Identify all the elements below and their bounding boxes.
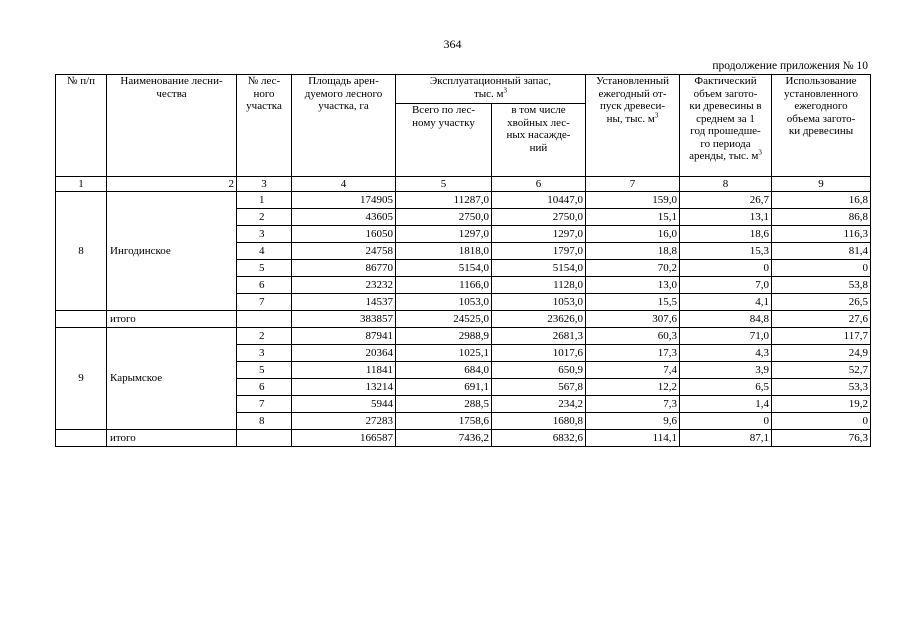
usage-value: 0 — [772, 260, 871, 277]
actual-value: 71,0 — [680, 328, 772, 345]
area-value: 20364 — [292, 345, 396, 362]
table-row — [56, 328, 871, 345]
col-number: 2 — [107, 177, 237, 192]
stock-conifer-value: 1680,8 — [492, 413, 586, 430]
total-usage-value: 76,3 — [772, 430, 871, 447]
stock-conifer-value: 1797,0 — [492, 243, 586, 260]
plot-number: 2 — [237, 209, 292, 226]
stock-conifer-value: 10447,0 — [492, 192, 586, 209]
usage-value: 86,8 — [772, 209, 871, 226]
header-actual: Фактический объем загото- ки древесины в среднем за 1 год прошедше- го периода аренды, тыс. $м^3$ — [680, 75, 772, 177]
total-usage-value: 27,6 — [772, 311, 871, 328]
page-number: 364 — [443, 37, 462, 51]
col-number: 3 — [237, 177, 292, 192]
stock-conifer-value: 567,8 — [492, 379, 586, 396]
actual-value: 3,9 — [680, 362, 772, 379]
allowable-value: 17,3 — [586, 345, 680, 362]
total-conifer-value: 23626,0 — [492, 311, 586, 328]
plot-number: 7 — [237, 294, 292, 311]
group-ingodinskoe — [56, 192, 871, 328]
col-number: 1 — [56, 177, 107, 192]
header-num: № п/п — [56, 75, 107, 177]
actual-value: 18,6 — [680, 226, 772, 243]
plot-number: 2 — [237, 328, 292, 345]
plot-number: 5 — [237, 260, 292, 277]
stock-conifer-value: 1128,0 — [492, 277, 586, 294]
actual-value: 26,7 — [680, 192, 772, 209]
allowable-value: 7,3 — [586, 396, 680, 413]
area-value: 27283 — [292, 413, 396, 430]
total-label: итого — [107, 430, 237, 447]
area-value: 5944 — [292, 396, 396, 413]
total-allowable-value: 307,6 — [586, 311, 680, 328]
stock-total-value: 288,5 — [396, 396, 492, 413]
total-conifer-value: 6832,6 — [492, 430, 586, 447]
plot-number: 7 — [237, 396, 292, 413]
area-value: 43605 — [292, 209, 396, 226]
column-numbers-row — [56, 177, 871, 192]
area-value: 11841 — [292, 362, 396, 379]
stock-total-value: 1166,0 — [396, 277, 492, 294]
appendix-note: продолжение приложения № 10 — [712, 60, 868, 72]
stock-total-value: 1297,0 — [396, 226, 492, 243]
usage-value: 117,7 — [772, 328, 871, 345]
allowable-value: 18,8 — [586, 243, 680, 260]
stock-conifer-value: 650,9 — [492, 362, 586, 379]
area-value: 14537 — [292, 294, 396, 311]
allowable-value: 159,0 — [586, 192, 680, 209]
stock-total-value: 1025,1 — [396, 345, 492, 362]
actual-value: 1,4 — [680, 396, 772, 413]
plot-number: 3 — [237, 345, 292, 362]
stock-total-value: 684,0 — [396, 362, 492, 379]
col-number: 8 — [680, 177, 772, 192]
total-stock-value: 7436,2 — [396, 430, 492, 447]
stock-conifer-value: 1053,0 — [492, 294, 586, 311]
usage-value: 52,7 — [772, 362, 871, 379]
plot-number: 8 — [237, 413, 292, 430]
stock-conifer-value: 2750,0 — [492, 209, 586, 226]
allowable-value: 16,0 — [586, 226, 680, 243]
col-number: 7 — [586, 177, 680, 192]
header-area: Площадь арен- дуемого лесного участка, га — [292, 75, 396, 177]
actual-value: 15,3 — [680, 243, 772, 260]
actual-value: 6,5 — [680, 379, 772, 396]
total-num-cell — [56, 430, 107, 447]
plot-number: 4 — [237, 243, 292, 260]
area-value: 174905 — [292, 192, 396, 209]
allowable-value: 15,5 — [586, 294, 680, 311]
allowable-value: 12,2 — [586, 379, 680, 396]
usage-value: 116,3 — [772, 226, 871, 243]
actual-value: 7,0 — [680, 277, 772, 294]
actual-value: 4,3 — [680, 345, 772, 362]
area-value: 86770 — [292, 260, 396, 277]
group-number: 8 — [56, 192, 107, 311]
total-stock-value: 24525,0 — [396, 311, 492, 328]
header-usage: Использование установленного ежегодного объема загото- ки древесины — [772, 75, 871, 177]
stock-conifer-value: 234,2 — [492, 396, 586, 413]
stock-total-value: 1818,0 — [396, 243, 492, 260]
col-number: 4 — [292, 177, 396, 192]
allowable-value: 13,0 — [586, 277, 680, 294]
total-area-value: 166587 — [292, 430, 396, 447]
header-stock-total: Всего по лес- ному участку — [396, 104, 492, 177]
total-plot-cell — [237, 430, 292, 447]
stock-total-value: 1758,6 — [396, 413, 492, 430]
stock-total-value: 2750,0 — [396, 209, 492, 226]
area-value: 13214 — [292, 379, 396, 396]
area-value: 24758 — [292, 243, 396, 260]
table-header — [56, 75, 871, 192]
plot-number: 6 — [237, 379, 292, 396]
stock-conifer-value: 1017,6 — [492, 345, 586, 362]
plot-number: 1 — [237, 192, 292, 209]
actual-value: 4,1 — [680, 294, 772, 311]
header-stock: Эксплуатационный запас, тыс. $м^3$ — [396, 75, 586, 104]
stock-total-value: 691,1 — [396, 379, 492, 396]
plot-number: 3 — [237, 226, 292, 243]
col-number: 5 — [396, 177, 492, 192]
stock-total-value: 1053,0 — [396, 294, 492, 311]
col-number: 6 — [492, 177, 586, 192]
total-actual-value: 87,1 — [680, 430, 772, 447]
stock-total-value: 5154,0 — [396, 260, 492, 277]
allowable-value: 70,2 — [586, 260, 680, 277]
stock-conifer-value: 5154,0 — [492, 260, 586, 277]
actual-value: 0 — [680, 413, 772, 430]
usage-value: 19,2 — [772, 396, 871, 413]
forestry-name: Карымское — [107, 328, 237, 430]
header-stock-conifer: в том числе хвойных лес- ных насажде- ний — [492, 104, 586, 177]
total-area-value: 383857 — [292, 311, 396, 328]
group-number: 9 — [56, 328, 107, 430]
area-value: 87941 — [292, 328, 396, 345]
usage-value: 24,9 — [772, 345, 871, 362]
forestry-name: Ингодинское — [107, 192, 237, 311]
actual-value: 0 — [680, 260, 772, 277]
plot-number: 5 — [237, 362, 292, 379]
usage-value: 53,8 — [772, 277, 871, 294]
total-actual-value: 84,8 — [680, 311, 772, 328]
group-karymskoe — [56, 328, 871, 447]
stock-total-value: 11287,0 — [396, 192, 492, 209]
header-plot: № лес- ного участка — [237, 75, 292, 177]
total-num-cell — [56, 311, 107, 328]
usage-value: 26,5 — [772, 294, 871, 311]
total-row — [56, 430, 871, 447]
total-allowable-value: 114,1 — [586, 430, 680, 447]
forestry-table — [55, 74, 871, 447]
total-label: итого — [107, 311, 237, 328]
area-value: 16050 — [292, 226, 396, 243]
stock-conifer-value: 1297,0 — [492, 226, 586, 243]
allowable-value: 15,1 — [586, 209, 680, 226]
usage-value: 81,4 — [772, 243, 871, 260]
area-value: 23232 — [292, 277, 396, 294]
total-row — [56, 311, 871, 328]
allowable-value: 9,6 — [586, 413, 680, 430]
allowable-value: 7,4 — [586, 362, 680, 379]
plot-number: 6 — [237, 277, 292, 294]
table-row — [56, 192, 871, 209]
usage-value: 16,8 — [772, 192, 871, 209]
header-allowable: Установленный ежегодный от- пуск древеси- ны, тыс. $м^3$ — [586, 75, 680, 177]
stock-total-value: 2988,9 — [396, 328, 492, 345]
allowable-value: 60,3 — [586, 328, 680, 345]
col-number: 9 — [772, 177, 871, 192]
usage-value: 53,3 — [772, 379, 871, 396]
total-plot-cell — [237, 311, 292, 328]
stock-conifer-value: 2681,3 — [492, 328, 586, 345]
header-name: Наименование лесни- чества — [107, 75, 237, 177]
usage-value: 0 — [772, 413, 871, 430]
actual-value: 13,1 — [680, 209, 772, 226]
